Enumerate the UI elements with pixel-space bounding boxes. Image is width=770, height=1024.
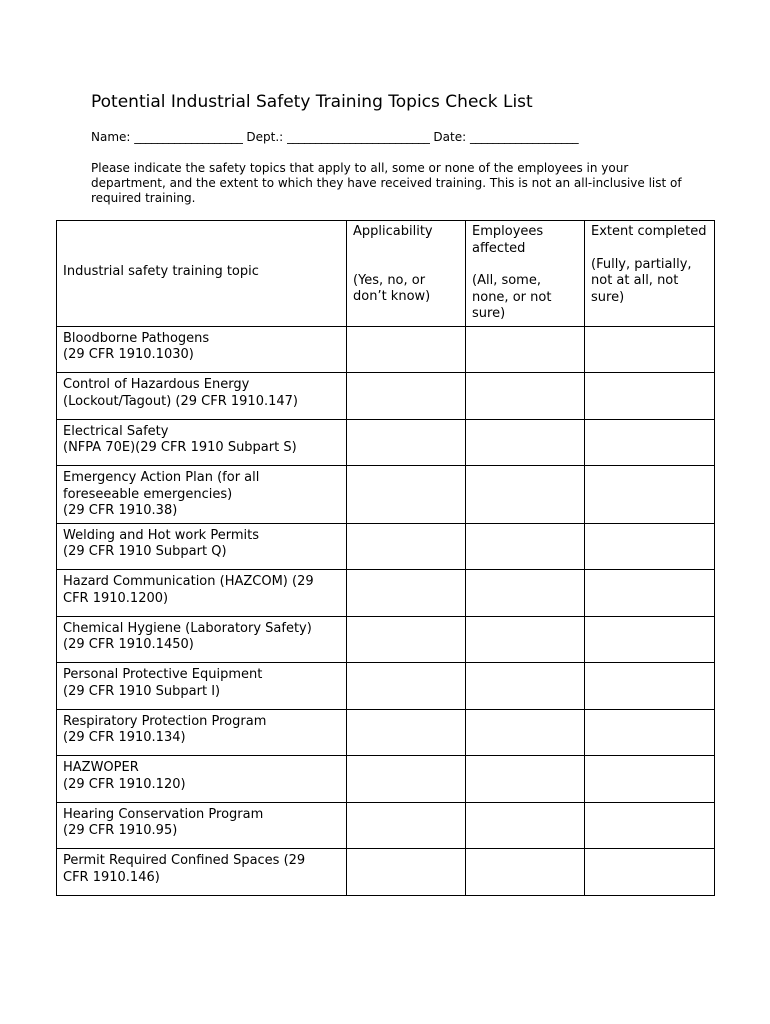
employees-affected-cell[interactable] (466, 570, 585, 617)
topic-cell (57, 802, 347, 849)
table-row (57, 802, 715, 849)
topic-cell (57, 709, 347, 756)
extent-completed-cell[interactable] (585, 849, 715, 896)
header-topic (57, 221, 347, 327)
applicability-cell[interactable] (347, 570, 466, 617)
table-header-row (57, 221, 715, 327)
table-row (57, 849, 715, 896)
applicability-cell[interactable] (347, 373, 466, 420)
date-field[interactable]: ___________________ (469, 130, 579, 144)
topic-cell (57, 523, 347, 570)
applicability-cell[interactable] (347, 419, 466, 466)
table-row (57, 373, 715, 420)
topic-cell (57, 570, 347, 617)
extent-completed-cell[interactable] (585, 419, 715, 466)
employees-affected-cell[interactable] (466, 373, 585, 420)
table-row (57, 616, 715, 663)
header-extent (585, 221, 715, 327)
employees-affected-cell[interactable] (466, 802, 585, 849)
extent-completed-cell[interactable] (585, 466, 715, 524)
extent-completed-cell[interactable] (585, 802, 715, 849)
topic-text-line-1: Respiratory Protection Program (63, 713, 267, 729)
topic-text-line-1: Permit Required Confined Spaces (29 (63, 853, 306, 868)
topic-text-line-1: Personal Protective Equipment (63, 667, 263, 682)
topic-text-line-2: (29 CFR 1910.1030) (63, 347, 194, 362)
header-applicability-note: (Yes, no, or don’t know) (353, 272, 431, 304)
topic-text-line-1: Welding and Hot work Permits (63, 527, 259, 543)
applicability-cell[interactable] (347, 616, 466, 663)
employees-affected-cell[interactable] (466, 849, 585, 896)
table-row (57, 756, 715, 803)
topic-cell (57, 616, 347, 663)
topic-cell (57, 373, 347, 420)
applicability-cell[interactable] (347, 326, 466, 373)
topic-text-line-1: Hazard Communication (HAZCOM) (29 (63, 574, 314, 589)
table-row (57, 709, 715, 756)
extent-completed-cell[interactable] (585, 663, 715, 710)
extent-completed-cell[interactable] (585, 709, 715, 756)
employees-affected-cell[interactable] (466, 419, 585, 466)
topic-cell (57, 419, 347, 466)
topic-text-line-2: CFR 1910.1200) (63, 590, 169, 606)
extent-completed-cell[interactable] (585, 570, 715, 617)
header-extent-note: (Fully, partially, not at all, not sure) (591, 256, 692, 305)
table-row (57, 663, 715, 710)
extent-completed-cell[interactable] (585, 523, 715, 570)
topic-text-line-2: (29 CFR 1910 Subpart I) (63, 683, 221, 699)
table-row (57, 523, 715, 570)
topic-text-line-2: (Lockout/Tagout) (29 CFR 1910.147) (63, 393, 298, 409)
extent-completed-cell[interactable] (585, 616, 715, 663)
header-extent-label: Extent completed (591, 224, 707, 239)
applicability-cell[interactable] (347, 849, 466, 896)
training-topics-table (56, 220, 715, 896)
instructions-text: Please indicate the safety topics that apply to all, some or none of the employees in your department, and the extent to which they have received training. This is not an all-inclusive list of required training. (91, 161, 682, 205)
dept-label: Dept.: (246, 130, 284, 144)
employees-affected-cell[interactable] (466, 523, 585, 570)
topic-text-line-1: Chemical Hygiene (Laboratory Safety) (63, 620, 312, 636)
table-row (57, 326, 715, 373)
header-employees (466, 221, 585, 327)
employees-affected-cell[interactable] (466, 616, 585, 663)
header-applicability (347, 221, 466, 327)
name-label: Name: (91, 130, 131, 144)
header-topic-label: Industrial safety training topic (63, 263, 259, 279)
employees-affected-cell[interactable] (466, 663, 585, 710)
extent-completed-cell[interactable] (585, 373, 715, 420)
applicability-cell[interactable] (347, 523, 466, 570)
topic-cell (57, 466, 347, 524)
header-employees-note: (All, some, none, or not sure) (472, 273, 552, 321)
employees-affected-cell[interactable] (466, 326, 585, 373)
topic-text-line-1: Hearing Conservation Program (63, 806, 264, 822)
dept-field[interactable]: _________________________ (287, 130, 430, 144)
topic-text-line-1: Emergency Action Plan (for all (63, 470, 260, 485)
document-title: Potential Industrial Safety Training Topics Check List (91, 92, 533, 112)
table-body (57, 326, 715, 895)
topic-text-line-1: HAZWOPER (63, 760, 139, 775)
form-fields (91, 130, 578, 144)
applicability-cell[interactable] (347, 802, 466, 849)
table-row (57, 419, 715, 466)
header-applicability-label: Applicability (353, 224, 433, 239)
topic-text-line-2: (29 CFR 1910.1450) (63, 637, 194, 652)
applicability-cell[interactable] (347, 466, 466, 524)
topic-text-line-1: Electrical Safety (63, 423, 169, 439)
employees-affected-cell[interactable] (466, 709, 585, 756)
applicability-cell[interactable] (347, 663, 466, 710)
topic-text-line-2: (29 CFR 1910.120) (63, 776, 186, 792)
topic-text-line-3: (29 CFR 1910.38) (63, 503, 178, 518)
topic-text-line-2: (29 CFR 1910 Subpart Q) (63, 544, 227, 559)
employees-affected-cell[interactable] (466, 466, 585, 524)
header-employees-label: Employees affected (472, 224, 544, 256)
topic-text-line-2: (29 CFR 1910.95) (63, 823, 178, 838)
topic-text-line-1: Control of Hazardous Energy (63, 377, 250, 392)
topic-text-line-2: (NFPA 70E)(29 CFR 1910 Subpart S) (63, 440, 297, 455)
topic-text-line-2: foreseeable emergencies) (63, 486, 233, 502)
topic-text-line-2: (29 CFR 1910.134) (63, 730, 186, 745)
topic-text-line-1: Bloodborne Pathogens (63, 330, 210, 346)
name-field[interactable]: ___________________ (134, 130, 243, 144)
topic-cell (57, 756, 347, 803)
table-row (57, 466, 715, 524)
topic-cell (57, 326, 347, 373)
topic-text-line-2: CFR 1910.146) (63, 869, 160, 885)
applicability-cell[interactable] (347, 756, 466, 803)
applicability-cell[interactable] (347, 709, 466, 756)
topic-cell (57, 663, 347, 710)
extent-completed-cell[interactable] (585, 756, 715, 803)
employees-affected-cell[interactable] (466, 756, 585, 803)
date-label: Date: (433, 130, 467, 144)
topic-cell (57, 849, 347, 896)
extent-completed-cell[interactable] (585, 326, 715, 373)
table-row (57, 570, 715, 617)
